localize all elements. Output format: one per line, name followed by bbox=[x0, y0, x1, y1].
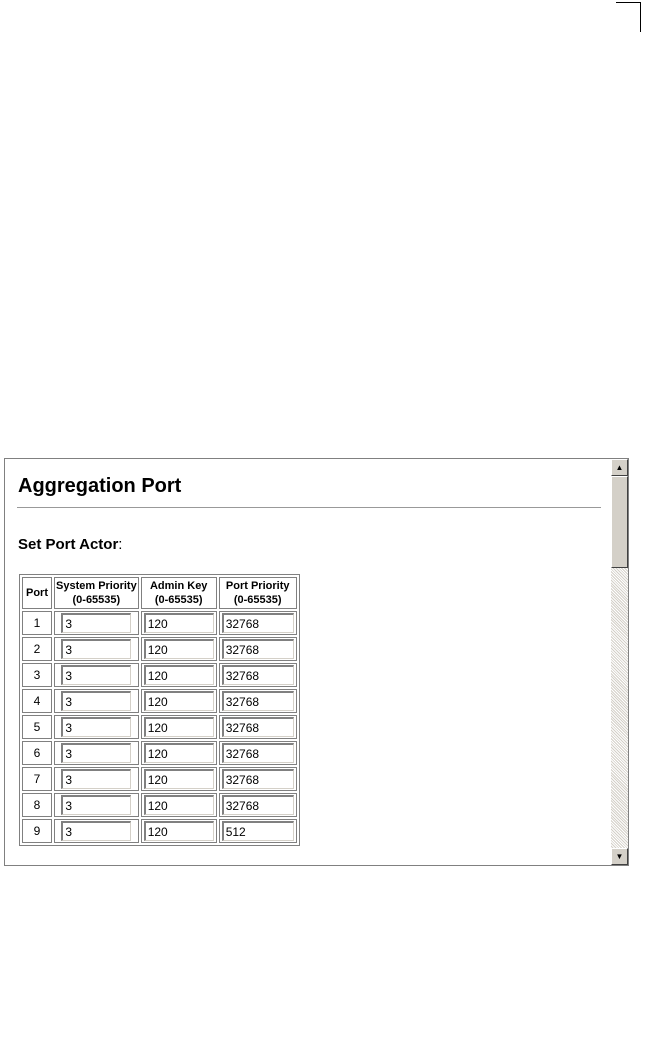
admin-key-input[interactable] bbox=[144, 717, 214, 737]
system-priority-cell bbox=[54, 819, 139, 843]
table-row bbox=[22, 689, 297, 713]
port-priority-input[interactable] bbox=[222, 743, 294, 763]
header-port: Port bbox=[22, 577, 52, 609]
header-port-priority-label: Port Priority bbox=[225, 580, 290, 592]
port-number: 7 bbox=[22, 767, 52, 791]
admin-key-input[interactable] bbox=[144, 639, 214, 659]
port-number: 2 bbox=[22, 637, 52, 661]
admin-key-cell bbox=[141, 767, 217, 791]
header-system-priority bbox=[54, 577, 139, 609]
admin-key-cell bbox=[141, 663, 217, 687]
port-number: 4 bbox=[22, 689, 52, 713]
admin-key-cell bbox=[141, 715, 217, 739]
system-priority-cell bbox=[54, 767, 139, 791]
vertical-scrollbar[interactable] bbox=[611, 459, 628, 865]
admin-key-cell bbox=[141, 793, 217, 817]
system-priority-input[interactable] bbox=[61, 665, 131, 685]
table-row bbox=[22, 819, 297, 843]
scroll-up-button[interactable] bbox=[611, 459, 628, 476]
header-port-priority bbox=[219, 577, 297, 609]
system-priority-cell bbox=[54, 637, 139, 661]
port-priority-cell bbox=[219, 793, 297, 817]
section-label bbox=[18, 536, 122, 553]
admin-key-input[interactable] bbox=[144, 821, 214, 841]
table-header-row bbox=[22, 577, 297, 609]
system-priority-input[interactable] bbox=[61, 743, 131, 763]
header-system-priority-range: (0-65535) bbox=[72, 594, 121, 606]
section-label-text: Set Port Actor bbox=[18, 536, 119, 553]
page-content bbox=[5, 459, 611, 865]
system-priority-input[interactable] bbox=[61, 821, 131, 841]
admin-key-input[interactable] bbox=[144, 743, 214, 763]
table-row bbox=[22, 715, 297, 739]
port-number: 5 bbox=[22, 715, 52, 739]
port-priority-input[interactable] bbox=[222, 795, 294, 815]
port-priority-input[interactable] bbox=[222, 691, 294, 711]
admin-key-input[interactable] bbox=[144, 769, 214, 789]
table-row bbox=[22, 793, 297, 817]
admin-key-input[interactable] bbox=[144, 691, 214, 711]
port-priority-cell bbox=[219, 819, 297, 843]
port-number: 1 bbox=[22, 611, 52, 635]
system-priority-input[interactable] bbox=[61, 691, 131, 711]
admin-key-input[interactable] bbox=[144, 665, 214, 685]
system-priority-cell bbox=[54, 741, 139, 765]
port-priority-input[interactable] bbox=[222, 821, 294, 841]
header-admin-key bbox=[141, 577, 217, 609]
system-priority-input[interactable] bbox=[61, 795, 131, 815]
header-admin-key-label: Admin Key bbox=[149, 580, 208, 592]
port-priority-cell bbox=[219, 611, 297, 635]
admin-key-input[interactable] bbox=[144, 795, 214, 815]
port-priority-input[interactable] bbox=[222, 717, 294, 737]
port-number: 9 bbox=[22, 819, 52, 843]
admin-key-cell bbox=[141, 741, 217, 765]
scroll-down-arrow-icon: ▼ bbox=[615, 851, 624, 861]
scroll-thumb[interactable] bbox=[611, 476, 628, 568]
port-priority-cell bbox=[219, 663, 297, 687]
port-priority-input[interactable] bbox=[222, 613, 294, 633]
system-priority-input[interactable] bbox=[61, 613, 131, 633]
page-title: Aggregation Port bbox=[18, 475, 182, 497]
header-system-priority-label: System Priority bbox=[56, 580, 137, 592]
scroll-down-button[interactable] bbox=[611, 848, 628, 865]
port-priority-input[interactable] bbox=[222, 769, 294, 789]
admin-key-cell bbox=[141, 689, 217, 713]
table-row bbox=[22, 611, 297, 635]
port-number: 6 bbox=[22, 741, 52, 765]
system-priority-cell bbox=[54, 715, 139, 739]
table-row bbox=[22, 637, 297, 661]
system-priority-cell bbox=[54, 663, 139, 687]
page-corner-mark bbox=[616, 2, 641, 32]
port-priority-cell bbox=[219, 741, 297, 765]
port-actor-table bbox=[19, 574, 300, 846]
admin-key-cell bbox=[141, 637, 217, 661]
port-priority-cell bbox=[219, 767, 297, 791]
port-priority-input[interactable] bbox=[222, 665, 294, 685]
port-priority-input[interactable] bbox=[222, 639, 294, 659]
table-row bbox=[22, 741, 297, 765]
port-number: 3 bbox=[22, 663, 52, 687]
header-admin-key-range: (0-65535) bbox=[154, 594, 203, 606]
system-priority-cell bbox=[54, 611, 139, 635]
port-priority-cell bbox=[219, 715, 297, 739]
header-port-priority-range: (0-65535) bbox=[233, 594, 282, 606]
table-row bbox=[22, 663, 297, 687]
scroll-up-arrow-icon: ▲ bbox=[615, 462, 624, 472]
title-divider bbox=[17, 507, 601, 509]
port-priority-cell bbox=[219, 689, 297, 713]
admin-key-cell bbox=[141, 611, 217, 635]
system-priority-cell bbox=[54, 689, 139, 713]
port-number: 8 bbox=[22, 793, 52, 817]
system-priority-cell bbox=[54, 793, 139, 817]
system-priority-input[interactable] bbox=[61, 639, 131, 659]
browser-window bbox=[4, 458, 629, 866]
table-row bbox=[22, 767, 297, 791]
system-priority-input[interactable] bbox=[61, 717, 131, 737]
admin-key-cell bbox=[141, 819, 217, 843]
admin-key-input[interactable] bbox=[144, 613, 214, 633]
port-priority-cell bbox=[219, 637, 297, 661]
section-label-colon: : bbox=[118, 536, 123, 553]
system-priority-input[interactable] bbox=[61, 769, 131, 789]
